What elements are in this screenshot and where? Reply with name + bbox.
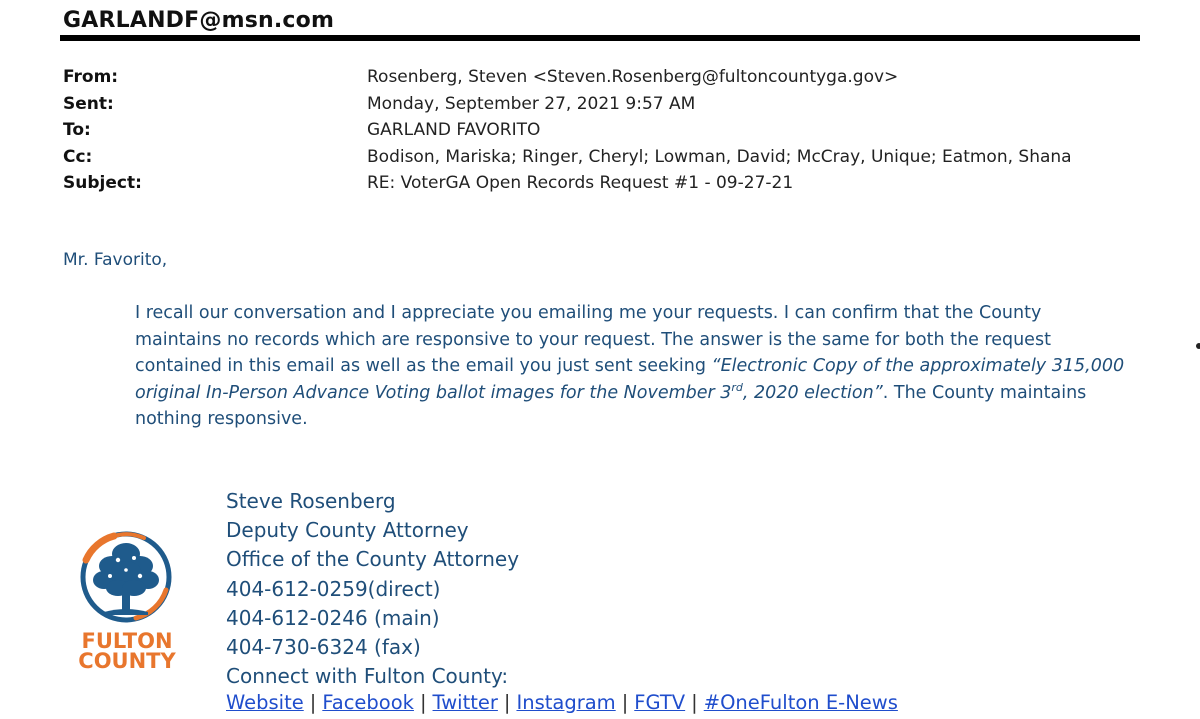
connect-label: Connect with Fulton County:	[226, 664, 509, 689]
sent-value: Monday, September 27, 2021 9:57 AM	[367, 93, 696, 114]
subject-label: Subject:	[63, 173, 142, 193]
link-fgtv[interactable]: FGTV	[634, 691, 686, 714]
ordinal-suffix: rd	[731, 380, 743, 394]
link-website[interactable]: Website	[226, 691, 304, 714]
signature-office: Office of the County Attorney	[226, 547, 520, 572]
phone-main: 404-612-0246 (main)	[226, 605, 440, 630]
signature-title: Deputy County Attorney	[226, 518, 469, 543]
sent-label: Sent:	[63, 93, 114, 114]
link-separator: |	[309, 691, 317, 714]
signature-block	[226, 487, 519, 691]
body-line-5: nothing responsive.	[135, 409, 308, 430]
to-label: To:	[63, 120, 91, 140]
tree-in-circle-icon	[74, 530, 180, 672]
subject-value: RE: VoterGA Open Records Request #1 - 09-27-21	[367, 173, 794, 193]
link-instagram[interactable]: Instagram	[516, 691, 616, 714]
quoted-request-text-a: original In-Person Advance Voting ballot images for the November 3	[135, 382, 732, 403]
social-links	[226, 691, 898, 714]
body-line-2: maintains no records which are responsive to your request. The answer is the same for both the request	[135, 329, 1051, 350]
body-line-4-text: . The County maintains	[882, 382, 1087, 403]
link-separator: |	[503, 691, 511, 714]
fulton-county-logo	[74, 530, 180, 672]
cc-label: Cc:	[63, 146, 93, 167]
quoted-request-part-1: “Electronic Copy of the approximately 315,000	[711, 356, 1125, 377]
body-line-1: I recall our conversation and I appreciate you emailing me your requests. I can confirm that the County	[135, 303, 1042, 323]
signature-name: Steve Rosenberg	[226, 489, 396, 513]
to-value[interactable]: GARLAND FAVORITO	[367, 120, 541, 140]
body-line-3-text: contained in this email as well as the email you just sent seeking	[135, 356, 712, 377]
link-separator: |	[691, 691, 698, 714]
from-label: From:	[63, 67, 119, 87]
link-onefulton-enews[interactable]: #OneFulton E-News	[703, 691, 898, 714]
quoted-request-text-b: , 2020 election”	[742, 382, 883, 403]
account-email-header: GARLANDF@msn.com	[63, 8, 335, 33]
link-facebook[interactable]: Facebook	[322, 691, 414, 714]
message-body	[135, 300, 1145, 433]
link-separator: |	[621, 691, 629, 714]
quoted-request-part-2	[135, 380, 883, 403]
phone-fax: 404-730-6324 (fax)	[226, 635, 421, 660]
to-row	[63, 117, 1072, 144]
logo-text-fulton: FULTON	[81, 629, 173, 653]
sent-row	[63, 91, 1072, 118]
cc-row	[63, 144, 1072, 171]
body-line-4	[135, 380, 1145, 407]
email-header-block	[63, 64, 1072, 197]
body-line-3	[135, 353, 1145, 380]
cc-value[interactable]: Bodison, Mariska; Ringer, Cheryl; Lowman, David; McCray, Unique; Eatmon, Shana	[367, 146, 1072, 167]
from-row	[63, 64, 1072, 91]
edge-dot	[1196, 343, 1200, 349]
link-separator: |	[419, 691, 427, 714]
link-twitter[interactable]: Twitter	[432, 691, 498, 714]
logo-text-county: COUNTY	[78, 649, 176, 672]
phone-direct: 404-612-0259(direct)	[226, 576, 441, 601]
from-value[interactable]: Rosenberg, Steven <Steven.Rosenberg@fultoncountyga.gov>	[367, 67, 899, 87]
subject-row	[63, 170, 1072, 197]
greeting: Mr. Favorito,	[63, 250, 168, 270]
header-divider	[60, 35, 1140, 41]
